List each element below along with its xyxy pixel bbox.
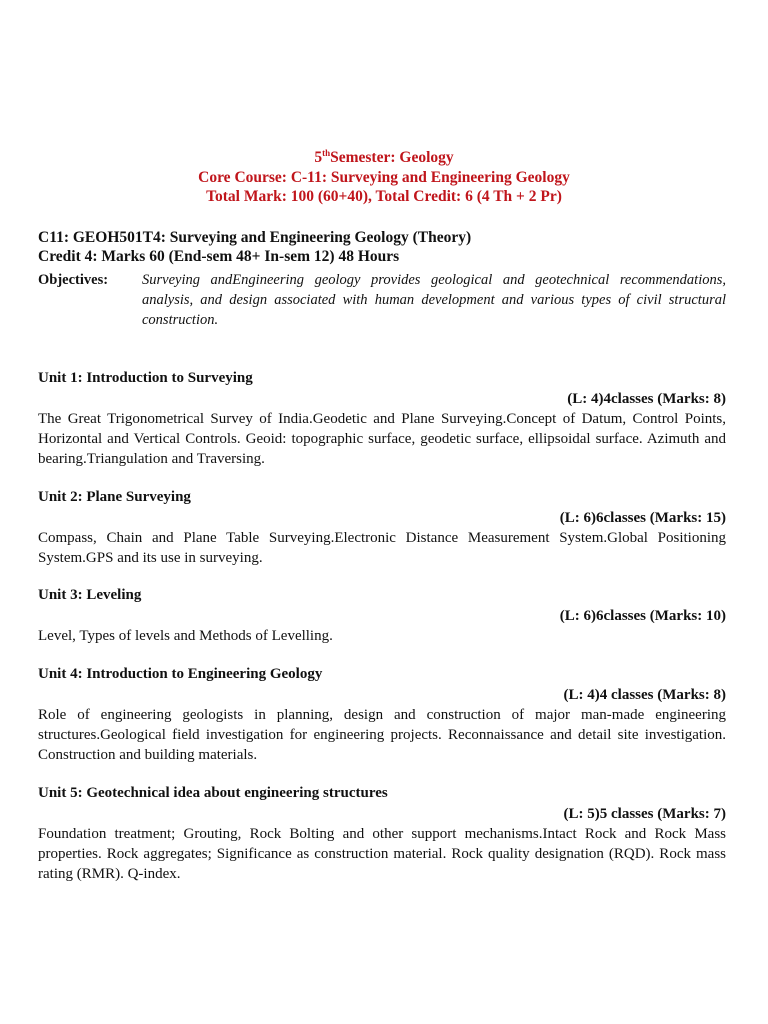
semester-number: 5 <box>314 149 323 166</box>
unit-lecture-marks: (L: 4)4 classes (Marks: 8) <box>563 687 726 703</box>
unit-description: Foundation treatment; Grouting, Rock Bolting and other support mechanisms.Intact Rock and Rock Mass properties. Rock aggregates; Significance as construction material. Rock quality designation (RQD). Rock mass rating (RMR). Q-index. <box>38 826 726 882</box>
unit-lecture-marks: (L: 6)6classes (Marks: 15) <box>559 510 726 526</box>
unit-title: Unit 1: Introduction to Surveying <box>38 370 253 386</box>
total-marks-heading: Total Mark: 100 (60+40), Total Credit: 6 (4 Th + 2 Pr) <box>206 188 562 205</box>
unit-title: Unit 3: Leveling <box>38 587 142 603</box>
unit-description: The Great Trigonometrical Survey of India.Geodetic and Plane Surveying.Concept of Datum, Control Points, Horizontal and Vertical Controls. Geoid: topographic surface, geodetic surface, ellipsoidal surface. Azimuth and bearing.Triangulation and Traversing. <box>38 411 726 467</box>
unit-description: Level, Types of levels and Methods of Levelling. <box>38 628 333 644</box>
course-code-title: C11: GEOH501T4: Surveying and Engineering Geology (Theory) <box>38 229 472 246</box>
unit-section <box>38 664 726 765</box>
objectives-label: Objectives: <box>38 272 109 288</box>
unit-section <box>38 783 726 884</box>
unit-section <box>38 368 726 469</box>
unit-title: Unit 4: Introduction to Engineering Geology <box>38 666 323 682</box>
core-course-heading: Core Course: C-11: Surveying and Engineering Geology <box>198 168 570 186</box>
syllabus-header <box>0 148 768 207</box>
unit-section <box>38 487 726 568</box>
unit-title: Unit 2: Plane Surveying <box>38 489 191 505</box>
course-info <box>38 228 728 266</box>
unit-description: Role of engineering geologists in planning, design and construction of major man-made engineering structures.Geological field investigation for engineering projects. Reconnaissance and detail site investigation. Construction and building materials. <box>38 707 726 763</box>
unit-lecture-marks: (L: 5)5 classes (Marks: 7) <box>563 806 726 822</box>
unit-description: Compass, Chain and Plane Table Surveying.Electronic Distance Measurement System.Global Positioning System.GPS and its use in surveying. <box>38 530 726 566</box>
unit-title: Unit 5: Geotechnical idea about engineering structures <box>38 785 388 801</box>
objectives-text: Surveying andEngineering geology provides geological and geotechnical recommendations, analysis, and design associated with human development and various types of civil structural construction. <box>142 272 726 328</box>
course-credit: Credit 4: Marks 60 (End-sem 48+ In-sem 12) 48 Hours <box>38 248 400 265</box>
unit-lecture-marks: (L: 4)4classes (Marks: 8) <box>567 391 726 407</box>
semester-heading <box>0 148 768 168</box>
semester-label: Semester: Geology <box>330 149 454 166</box>
unit-lecture-marks: (L: 6)6classes (Marks: 10) <box>559 608 726 624</box>
objectives-section <box>38 270 726 330</box>
unit-section <box>38 585 726 646</box>
semester-superscript: th <box>322 147 331 158</box>
